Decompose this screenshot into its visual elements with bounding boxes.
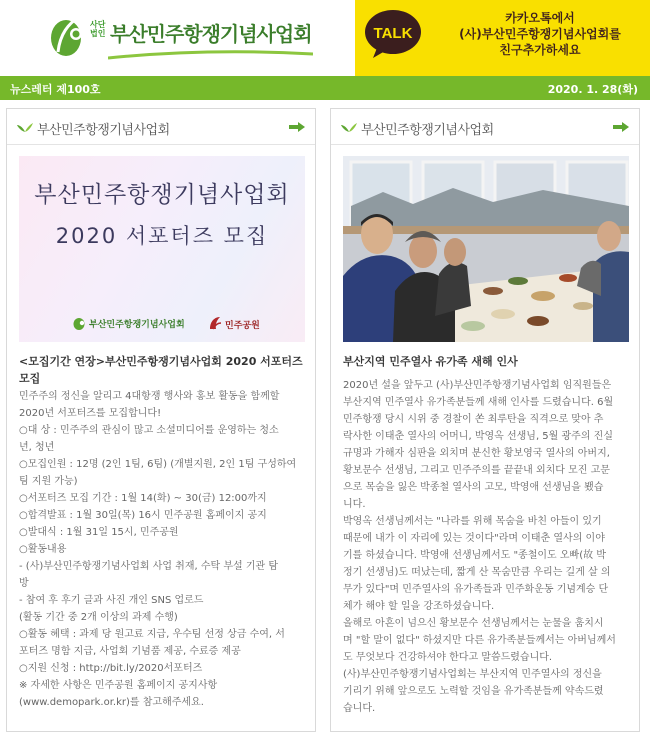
section-title: 부산민주항쟁기념사업회 <box>37 123 170 138</box>
kakao-banner[interactable] <box>355 0 650 76</box>
poster-title: 부산민주항쟁기념사업회 <box>34 182 290 208</box>
poster-org-name: 부산민주항쟁기념사업회 <box>89 320 185 330</box>
org-logo[interactable] <box>0 0 355 76</box>
article-body: 2020년 설을 앞두고 (사)부산민주항쟁기념사업회 임직원들은 부산지역 민주열사 유가족분들께 새해 인사를 드렸습니다. 6월 민주항쟁 당시 시위 중 경찰이 쏜 최루탄을 직격으로 맞아 추 락사한 이태춘 열사의 어머니, 박영옥 선생님, 5월 광주의 진실 규명과 가해자 심판을 외치며 분신한 황보영국 열사의 아버지, 황보문수 선생님, 그리고 민주주의를 끝끝내 외치다 모진 고문 으로 목숨을 잃은 박종철 열사의 고모, 박영애 선생님을 뵀습 니다. 박영옥 선생님께서는 "나라를 위해 목숨을 바친 아들이 있기 때문에 내가 이 자리에 있는 것이다"라며 이태춘 열사의 이야 기를 하셨습니다. 박영애 선생님께서도 "종철이도 오빠(故 박 정기 선생님)도 떠났는데, 짧게 산 목숨만큼 우리는 길게 살 의 무가 있다"며 민주열사의 유가족들과 민주화운동 기념계승 단 체가 해야 할 일을 강조하셨습니다. 올해로 아흔이 넘으신 황보문수 선생님께서는 눈물을 훔치시 며 "할 말이 없다" 하셨지만 다른 유가족분들께서는 아버님께서 도 무엇보다 건강하셔야 한다고 말씀드렸습니다. (사)부산민주항쟁기념사업회는 부산지역 민주열사의 정신을 기리기 위해 앞으로도 노력할 것임을 유가족분들께 약속드렸 습니다. <box>343 380 616 714</box>
section-title: 부산민주항쟁기념사업회 <box>361 123 494 138</box>
section-header <box>7 109 315 145</box>
article-new-year <box>330 108 640 732</box>
article-title[interactable]: 부산지역 민주열사 유가족 새해 인사 <box>343 355 518 368</box>
kakaotalk-icon <box>363 8 423 60</box>
leaf-icon <box>17 121 33 133</box>
article-title[interactable]: <모집기간 연장>부산민주항쟁기념사업회 2020 서포터즈 모집 <box>19 355 303 385</box>
issue-date: 2020. 1. 28(화) <box>547 83 638 96</box>
arrow-right-icon[interactable] <box>289 122 305 132</box>
poster-park-icon <box>207 315 223 331</box>
newsletter-issue: 뉴스레터 제100호 <box>10 83 101 96</box>
issue-bar <box>0 76 650 100</box>
poster-subtitle: 2020 서포터즈 모집 <box>55 224 269 248</box>
poster-park-name: 민주공원 <box>225 321 260 331</box>
poster-logo-icon <box>73 316 87 330</box>
signup-link[interactable]: ○지원 신청 : http://bit.ly/2020서포터즈 <box>19 663 203 674</box>
kakao-message: 카카오톡에서 (사)부산민주항쟁기념사업회를 친구추가하세요 <box>459 11 621 57</box>
homepage-link[interactable]: (www.demopark.or.kr)를 참고해주세요. <box>19 697 204 708</box>
logo-leaf-icon <box>50 12 88 58</box>
supporters-poster[interactable] <box>19 156 305 342</box>
leaf-icon <box>341 121 357 133</box>
article-supporters <box>6 108 316 732</box>
article-body: 민주주의 정신을 알리고 4대항쟁 행사와 홍보 활동을 함께할 2020년 서포터즈를 모집합니다! ○대 상 : 민주주의 관심이 많고 소셜미디어를 운영하는 청소 년, 청년 ○모집인원 : 12명 (2인 1팀, 6팀) (개별지원, 2인 1팀 구성하여 팀 지원 가능) ○서포터즈 모집 기간 : 1월 14(화) ~ 30(금) 12:00까지 ○합격발표 : 1월 30일(목) 16시 민주공원 홈페이지 공지 ○발대식 : 1월 31일 15시, 민주공원 ○활동내용 - (사)부산민주항쟁기념사업회 사업 취재, 수탁 부설 기관 탐 방 - 참여 후 후기 글과 사진 개인 SNS 업로드 (활동 기간 중 2개 이상의 과제 수행) ○활동 혜택 : 과제 당 원고료 지급, 우수팀 선정 상금 수여, 서 포터즈 명함 지급, 사업회 기념품 제공, 수료증 제공 ○지원 신청 : http://bit.ly/2020서포터즈 ※ 자세한 사항은 민주공원 홈페이지 공지사항 (www.demopark.or.kr)를 참고해주세요. <box>19 388 311 711</box>
logo-swoosh-icon <box>108 50 313 60</box>
section-header <box>331 109 639 145</box>
newsletter-header <box>0 0 650 76</box>
org-type-label: 사단 법인 <box>90 20 106 38</box>
org-name: 부산민주항쟁기념사업회 <box>110 22 312 46</box>
family-meeting-photo[interactable] <box>343 156 629 342</box>
talk-label: TALK <box>373 25 413 42</box>
arrow-right-icon[interactable] <box>613 122 629 132</box>
